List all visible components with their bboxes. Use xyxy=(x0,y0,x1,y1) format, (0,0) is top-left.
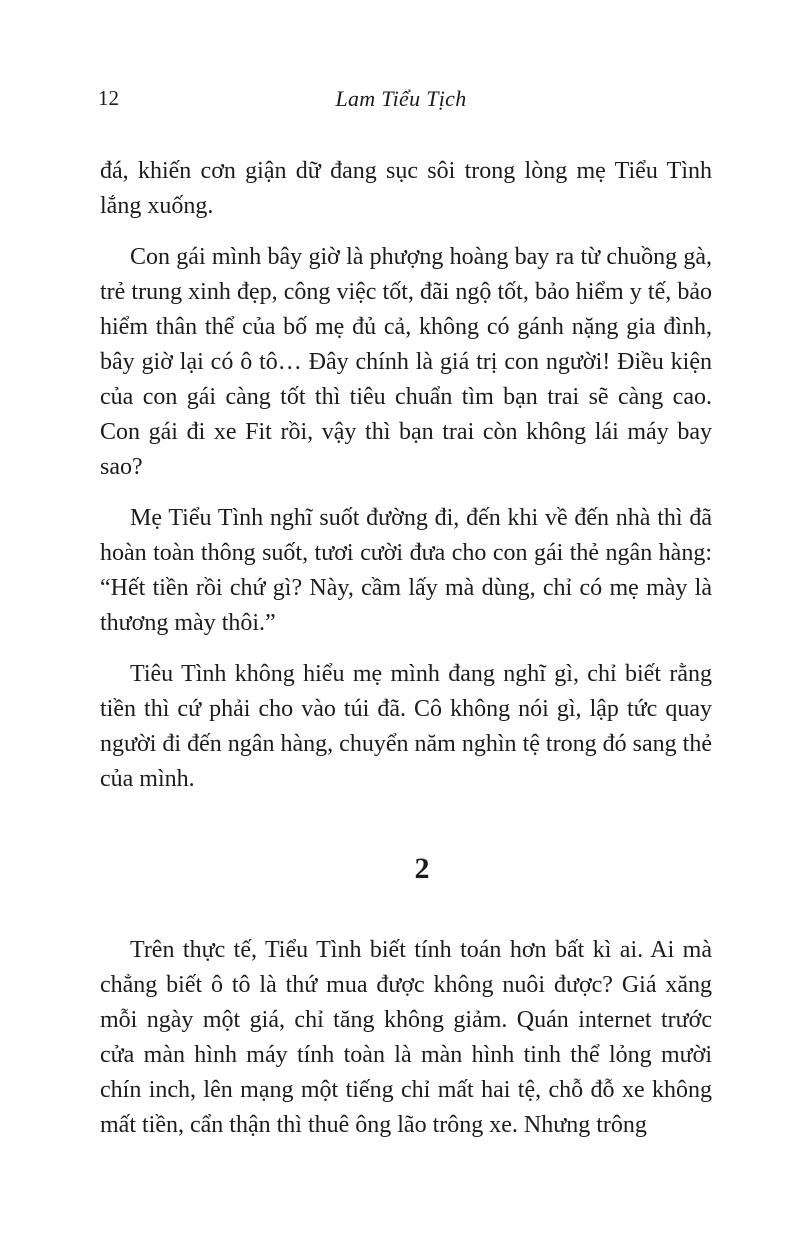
paragraph: Con gái mình bây giờ là phượng hoàng bay ra từ chuồng gà, trẻ trung xinh đẹp, công việc tốt, đãi ngộ tốt, bảo hiểm y tế, bảo hiểm thân thể của bố mẹ đủ cả, không có gánh nặng gia đình, bây giờ lại có ô tô… Đây chính là giá trị con người! Điều kiện của con gái càng tốt thì tiêu chuẩn tìm bạn trai sẽ càng cao. Con gái đi xe Fit rồi, vậy thì bạn trai còn không lái máy bay sao? xyxy=(100,244,712,480)
page-number: 12 xyxy=(98,86,119,110)
running-title: Lam Tiểu Tịch xyxy=(335,86,467,111)
chapter-number: 2 xyxy=(414,852,430,885)
paragraph: Mẹ Tiểu Tình nghĩ suốt đường đi, đến khi về đến nhà thì đã hoàn toàn thông suốt, tươi cười đưa cho con gái thẻ ngân hàng: “Hết tiền rồi chứ gì? Này, cầm lấy mà dùng, chỉ có mẹ mày là thương mày thôi.” xyxy=(100,505,712,636)
section-one xyxy=(100,154,712,813)
section-two xyxy=(100,933,712,1159)
page-header xyxy=(98,86,704,116)
paragraph: Trên thực tế, Tiểu Tình biết tính toán hơn bất kì ai. Ai mà chẳng biết ô tô là thứ mua được không nuôi được? Giá xăng mỗi ngày một giá, chỉ tăng không giảm. Quán internet trước cửa màn hình máy tính toàn là màn hình tinh thể lỏng mười chín inch, lên mạng một tiếng chỉ mất hai tệ, chỗ đỗ xe không mất tiền, cẩn thận thì thuê ông lão trông xe. Nhưng trông xyxy=(100,937,712,1138)
paragraph: Tiêu Tình không hiểu mẹ mình đang nghĩ gì, chỉ biết rằng tiền thì cứ phải cho vào túi đã. Cô không nói gì, lập tức quay người đi đến ngân hàng, chuyển năm nghìn tệ trong đó sang thẻ của mình. xyxy=(100,661,712,792)
paragraph: đá, khiến cơn giận dữ đang sục sôi trong lòng mẹ Tiểu Tình lắng xuống. xyxy=(100,158,712,219)
